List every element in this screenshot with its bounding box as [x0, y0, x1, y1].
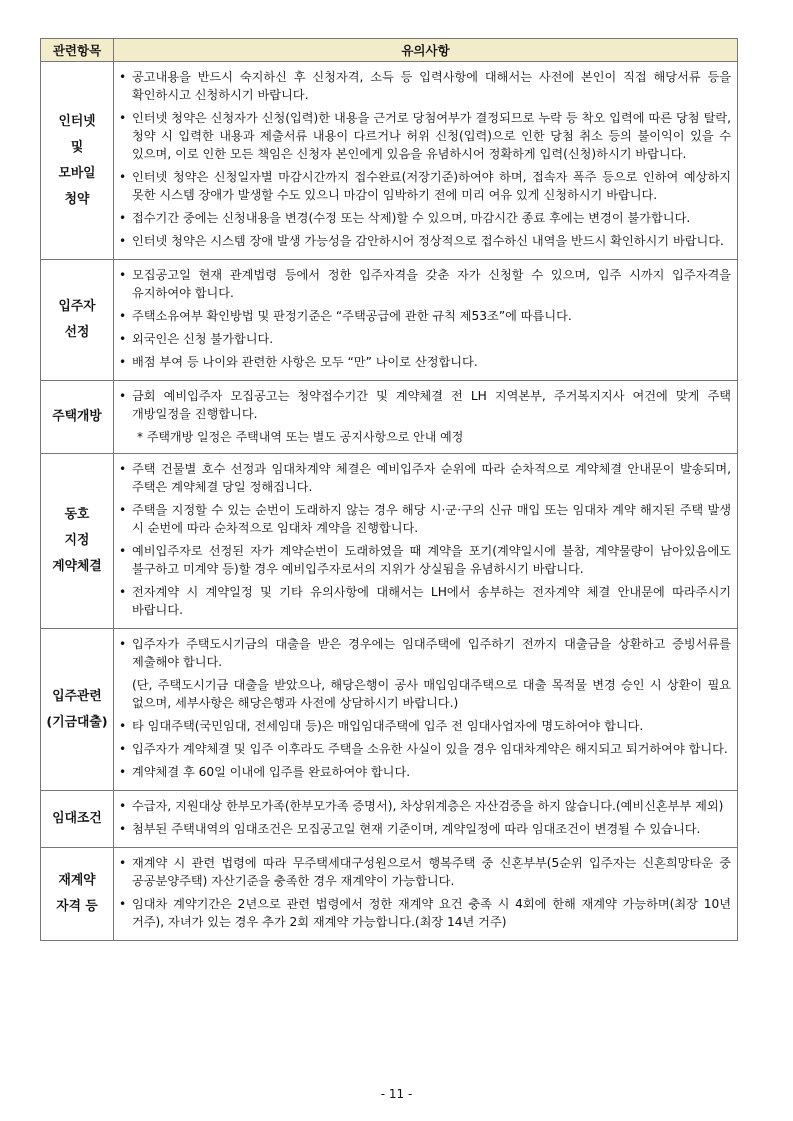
category-label-line: 임대조건: [52, 811, 102, 826]
bullet-icon: •: [119, 822, 127, 836]
list-item-text: 입주자가 계약체결 및 입주 이후라도 주택을 소유한 사실이 있을 경우 임대차계약은 해지되고 퇴거하여야 합니다.: [132, 742, 728, 756]
bullet-icon: •: [119, 389, 127, 403]
bullet-icon: •: [119, 742, 127, 756]
category-label-line: 및: [70, 139, 84, 155]
list-item-text: 재계약 시 관련 법령에 따라 무주택세대구성원으로서 행복주택 중 신혼부부(5순위 입주자는 신혼희망타운 중 공공분양주택) 자산기준을 충족한 경우 재계약이 가능합니다.: [132, 856, 731, 888]
bullet-icon: •: [119, 544, 127, 558]
category-cell: [41, 381, 114, 454]
list-item: [119, 307, 731, 325]
bullet-icon: •: [119, 268, 127, 282]
category-cell: [41, 454, 114, 629]
category-label-line: 재계약: [58, 873, 96, 888]
list-item-text: 주택 건물별 호수 선정과 임대차계약 체결은 예비입주자 순위에 따라 순차적으로 계약체결 안내문이 발송되며, 주택은 계약체결 당일 정해집니다.: [132, 462, 731, 494]
bullet-icon: •: [119, 799, 127, 813]
header-category: 관련항목: [41, 39, 114, 62]
category-cell: [41, 629, 114, 791]
list-item-text: 배점 부여 등 나이와 관련한 사항은 모두 “만” 나이로 산정합니다.: [132, 355, 478, 369]
bullet-icon: •: [119, 309, 127, 323]
notes-cell: [114, 848, 738, 941]
list-item: [119, 353, 731, 371]
category-label-line: 지정: [64, 533, 90, 548]
list-item: [119, 330, 731, 348]
category-label-line: 동호: [64, 507, 90, 522]
list-item-text: 접수기간 중에는 신청내용을 변경(수정 또는 삭제)할 수 있으며, 마감시간 종료 후에는 변경이 불가합니다.: [132, 211, 691, 225]
category-label-line: 입주자: [58, 299, 96, 314]
table-header-row: [41, 39, 738, 62]
category-label-line: 인터넷: [58, 113, 96, 129]
bullet-icon: •: [119, 637, 127, 651]
list-item: [119, 797, 731, 815]
header-notes: 유의사항: [114, 39, 738, 62]
table-row: [41, 791, 738, 848]
list-item: [119, 387, 731, 423]
category-cell: [41, 791, 114, 848]
list-item-text: 수급자, 지원대상 한부모가족(한부모가족 증명서), 차상위계층은 자산검증을 하지 않습니다.(예비신혼부부 제외): [132, 799, 724, 813]
category-label-line: 청약: [64, 191, 90, 207]
bullet-icon: •: [119, 897, 127, 911]
notice-sheet: [40, 38, 738, 941]
table-row: [41, 454, 738, 629]
category-label-line: 자격 등: [56, 899, 98, 914]
list-item: [119, 168, 731, 204]
bullet-icon: •: [119, 856, 127, 870]
list-item: [119, 542, 731, 578]
list-item: [119, 501, 731, 537]
footnote: * 주택개방 일정은 주택내역 또는 별도 공지사항으로 안내 예정: [137, 430, 464, 444]
list-item-text: 주택을 지정할 수 있는 순번이 도래하지 않는 경우 해당 시·군·구의 신규 매입 또는 임대차 계약 해지된 주택 발생 시 순번에 따라 순차적으로 임대차 계약을 진행합니다.: [132, 503, 731, 535]
list-item: [119, 109, 731, 163]
table-row: [41, 62, 738, 260]
category-label-line: 계약체결: [52, 559, 102, 574]
list-item: [119, 460, 731, 496]
list-item-text: 임대차 계약기간은 2년으로 관련 법령에서 정한 재계약 요건 충족 시 4회에 한해 재계약 가능하며(최장 10년 거주), 자녀가 있는 경우 추가 2회 재계약 가능합니다.(최장 14년 거주): [132, 897, 731, 929]
category-label-line: 선정: [64, 325, 90, 340]
bullet-icon: •: [119, 719, 127, 733]
list-item: [119, 583, 731, 619]
notes-cell: [114, 629, 738, 791]
list-item-text: 주택소유여부 확인방법 및 판정기준은 “주택공급에 관한 규칙 제53조”에 따릅니다.: [132, 309, 572, 323]
list-item-text: 전자계약 시 계약일정 및 기타 유의사항에 대해서는 LH에서 송부하는 전자계약 체결 안내문에 따라주시기 바랍니다.: [132, 585, 731, 617]
category-label-line: 모바일: [58, 165, 96, 181]
list-item: [119, 895, 731, 931]
table-row: [41, 848, 738, 941]
notes-cell: [114, 454, 738, 629]
list-item-text: 모집공고일 현재 관계법령 등에서 정한 입주자격을 갖춘 자가 신청할 수 있으며, 입주 시까지 입주자격을 유지하여야 합니다.: [132, 268, 731, 300]
list-item-text: 금회 예비입주자 모집공고는 청약접수기간 및 계약체결 전 LH 지역본부, 주거복지지사 여건에 맞게 주택 개방일정을 진행합니다.: [132, 389, 731, 421]
sub-paragraph: (단, 주택도시기금 대출을 받았으나, 해당은행이 공사 매입임대주택으로 대출 목적물 변경 승인 시 상환이 필요 없으며, 세부사항은 해당은행과 사전에 상담하시기 바랍니다.): [132, 678, 731, 710]
list-item-text: 첨부된 주택내역의 임대조건은 모집공고일 현재 기준이며, 계약일정에 따라 임대조건이 변경될 수 있습니다.: [132, 822, 701, 836]
list-item: [119, 854, 731, 890]
list-item-text: 인터넷 청약은 신청자가 신청(입력)한 내용을 근거로 당첨여부가 결정되므로 누락 등 착오 입력에 따른 당첨 탈락, 청약 시 입력한 내용과 제출서류 내용이 다르거나 허위 신청(입력)으로 인한 당첨 취소 등의 불이익이 있을 수 있으며, 이로 인한 모든 책임은 신청자 본인에게 있음을 유념하시어 정확하게 입력(신청)하시기 바랍니다.: [132, 111, 731, 161]
category-label-line: 주택개방: [52, 409, 102, 424]
list-item-text: 입주자가 주택도시기금의 대출을 받은 경우에는 임대주택에 입주하기 전까지 대출금을 상환하고 증빙서류를 제출해야 합니다.: [132, 637, 731, 669]
bullet-icon: •: [119, 462, 127, 476]
bullet-icon: •: [119, 170, 127, 184]
list-item-text: 예비입주자로 선정된 자가 계약순번이 도래하였을 때 계약을 포기(계약일시에 불참, 계약물량이 남아있음에도 불구하고 미계약 등)할 경우 예비입주자로서의 지위가 상실됨을 유념하시기 바랍니다.: [132, 544, 731, 576]
list-item: [119, 740, 731, 758]
list-item: [119, 635, 731, 671]
bullet-icon: •: [119, 211, 127, 225]
category-label-line: (기금대출): [46, 714, 108, 730]
list-item: [119, 68, 731, 104]
bullet-icon: •: [119, 585, 127, 599]
notes-cell: [114, 62, 738, 260]
list-item-text: 인터넷 청약은 신청일자별 마감시간까지 접수완료(저장기준)하여야 하며, 접속자 폭주 등으로 인하여 예상하지 못한 시스템 장애가 발생할 수도 있으니 마감이 임박하기 전에 미리 여유 있게 신청하시기 바랍니다.: [132, 170, 731, 202]
list-item: [119, 763, 731, 781]
category-cell: [41, 848, 114, 941]
list-item-text: 공고내용을 반드시 숙지하신 후 신청자격, 소득 등 입력사항에 대해서는 사전에 본인이 직접 해당서류 등을 확인하시고 신청하시기 바랍니다.: [132, 70, 731, 102]
list-item-text: 외국인은 신청 불가합니다.: [132, 332, 274, 346]
category-label-line: 입주관련: [52, 688, 102, 704]
list-item-text: 계약체결 후 60일 이내에 입주를 완료하여야 합니다.: [132, 765, 411, 779]
list-item: [119, 209, 731, 227]
bullet-icon: •: [119, 765, 127, 779]
bullet-icon: •: [119, 332, 127, 346]
table-row: [41, 381, 738, 454]
table-row: [41, 260, 738, 381]
bullet-icon: •: [119, 503, 127, 517]
table-row: [41, 629, 738, 791]
notes-cell: [114, 381, 738, 454]
list-item: [119, 820, 731, 838]
bullet-icon: •: [119, 111, 127, 125]
list-item: [119, 232, 731, 250]
bullet-icon: •: [119, 355, 127, 369]
category-cell: [41, 62, 114, 260]
list-item: [119, 266, 731, 302]
bullet-icon: •: [119, 70, 127, 84]
page-number: - 11 -: [380, 1087, 413, 1101]
notes-cell: [114, 791, 738, 848]
notice-table: [40, 38, 738, 941]
list-item: [119, 717, 731, 735]
bullet-icon: •: [119, 234, 127, 248]
category-cell: [41, 260, 114, 381]
list-item-text: 인터넷 청약은 시스템 장애 발생 가능성을 감안하시어 정상적으로 접수하신 내역을 반드시 확인하시기 바랍니다.: [132, 234, 724, 248]
list-item-text: 타 임대주택(국민임대, 전세임대 등)은 매입임대주택에 입주 전 임대사업자에 명도하여야 합니다.: [132, 719, 644, 733]
notes-cell: [114, 260, 738, 381]
table-body: [41, 62, 738, 941]
